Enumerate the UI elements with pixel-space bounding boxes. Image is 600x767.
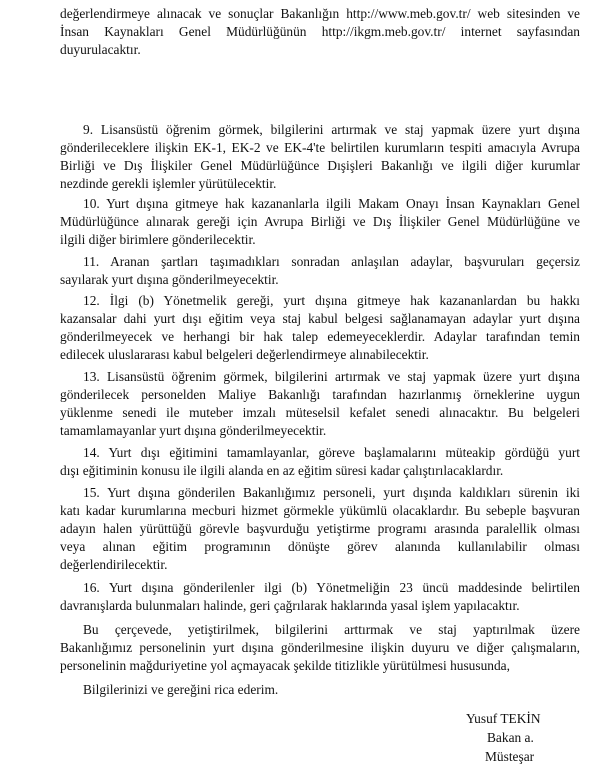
closing-paragraph-line: Bakanlığımız personelinin yurt dışına gönderilmesine ilişkin duyuru ve diğer çalışmaların, [60,640,580,655]
paragraph-10-line: Müdürlüğünce alınarak gereği için Avrupa Birliği ve Dış İlişkiler Genel Müdürlüğüne ve [60,214,580,229]
text-line: İnsan Kaynakları Genel Müdürlüğünün http://ikgm.meb.gov.tr/ internet sayfasından [60,24,580,39]
paragraph-9-line: gönderileceklere ilişkin EK-1, EK-2 ve EK-4'te belirtilen kurumların tespiti amacıyla Avrupa [60,140,580,155]
paragraph-10-line: ilgili diğer birimlere gönderilecektir. [60,232,256,247]
closing-paragraph-line: Bu çerçevede, yetiştirilmek, bilgilerini arttırmak ve staj yaptırılmak üzere [83,622,580,637]
paragraph-9-line: Birliği ve Dış İlişkiler Genel Müdürlüğünce Dışişleri Bakanlığı ve ilgili diğer kurumlar [60,158,580,173]
paragraph-13-line: gönderilecek personelden Maliye Bakanlığı tarafından hazırlanmış örneklerine uygun [60,387,580,402]
paragraph-15-line: katı kadar kurumlarına mecburi hizmet görmekle yükümlü olacaklardır. Bu sebeple başvuran [60,503,580,518]
paragraph-13-line: tamamlamayanlar yurt dışına gönderilmeyecektir. [60,423,327,438]
paragraph-9-line: 9. Lisansüstü öğrenim görmek, bilgilerini artırmak ve staj yapmak üzere yurt dışına [83,122,580,137]
paragraph-11-line: 11. Aranan şartları taşımadıkları sonradan anlaşılan adaylar, başvuruları geçersiz [83,254,580,269]
paragraph-15-line: 15. Yurt dışına gönderilen Bakanlığımız personeli, yurt dışında kaldıkları sürenin iki [83,485,580,500]
paragraph-12-line: 12. İlgi (b) Yönetmelik gereği, yurt dışına gitmeye hak kazananlardan bu hakkı [83,293,580,308]
paragraph-12-line: edilecek uluslararası kabul belgeleri değerlendirmeye alınabilecektir. [60,347,429,362]
text-line: değerlendirmeye alınacak ve sonuçlar Bakanlığın http://www.meb.gov.tr/ web sitesinden ve [60,6,580,21]
paragraph-16-line: davranışlarda bulunmaları halinde, geri çağrılarak haklarında yasal işlem yapılacaktır. [60,598,520,613]
paragraph-13-line: yüklenme senedi ile muteber imzalı müteselsil kefalet senedi alınacaktır. Bu belgeleri [60,405,580,420]
paragraph-14-line: 14. Yurt dışı eğitimini tamamlayanlar, göreve başlamalarını müteakip gördüğü yurt [83,445,580,460]
request-line: Bilgilerinizi ve gereğini rica ederim. [83,682,279,697]
text-line: duyurulacaktır. [60,42,141,57]
paragraph-12-line: kazansalar dahi yurt dışı eğitim veya staj kabul belgesi sağlanamayan adaylar yurt dışına [60,311,580,326]
paragraph-13-line: 13. Lisansüstü öğrenim görmek, bilgilerini artırmak ve staj yapmak üzere yurt dışına [83,369,580,384]
paragraph-15-line: adayın halen yürüttüğü görevle başvurduğu yetiştirme programı arasında paralellik olması [60,521,580,536]
paragraph-15-line: değerlendirilecektir. [60,557,168,572]
paragraph-12-line: gönderilmeyecek ve herhangi bir hak talep edemeyeceklerdir. Adaylar tarafından temin [60,329,580,344]
paragraph-9-line: nezdinde gerekli işlemler yürütülecektir. [60,176,277,191]
paragraph-10-line: 10. Yurt dışına gitmeye hak kazananlarla ilgili Makam Onayı İnsan Kaynakları Genel [83,196,580,211]
signatory-title-line-2: Müsteşar [485,749,535,764]
paragraph-14-line: dışı eğitiminin konusu ile ilgili alanda en az eğitim süresi kadar çalıştırılacaklardır. [60,463,504,478]
signatory-name: Yusuf TEKİN [466,711,541,726]
paragraph-16-line: 16. Yurt dışına gönderilenler ilgi (b) Yönetmeliğin 23 üncü maddesinde belirtilen [83,580,580,595]
paragraph-11-line: sayılarak yurt dışına gönderilmeyecektir. [60,272,279,287]
signatory-title-line-1: Bakan a. [487,730,534,745]
paragraph-15-line: veya alınan eğitim programının dönüşte görev alanında kullanılabilir olması [60,539,580,554]
closing-paragraph-line: personelinin mağduriyetine yol açmayacak şekilde titizlikle yürütülmesi hususunda, [60,658,510,673]
